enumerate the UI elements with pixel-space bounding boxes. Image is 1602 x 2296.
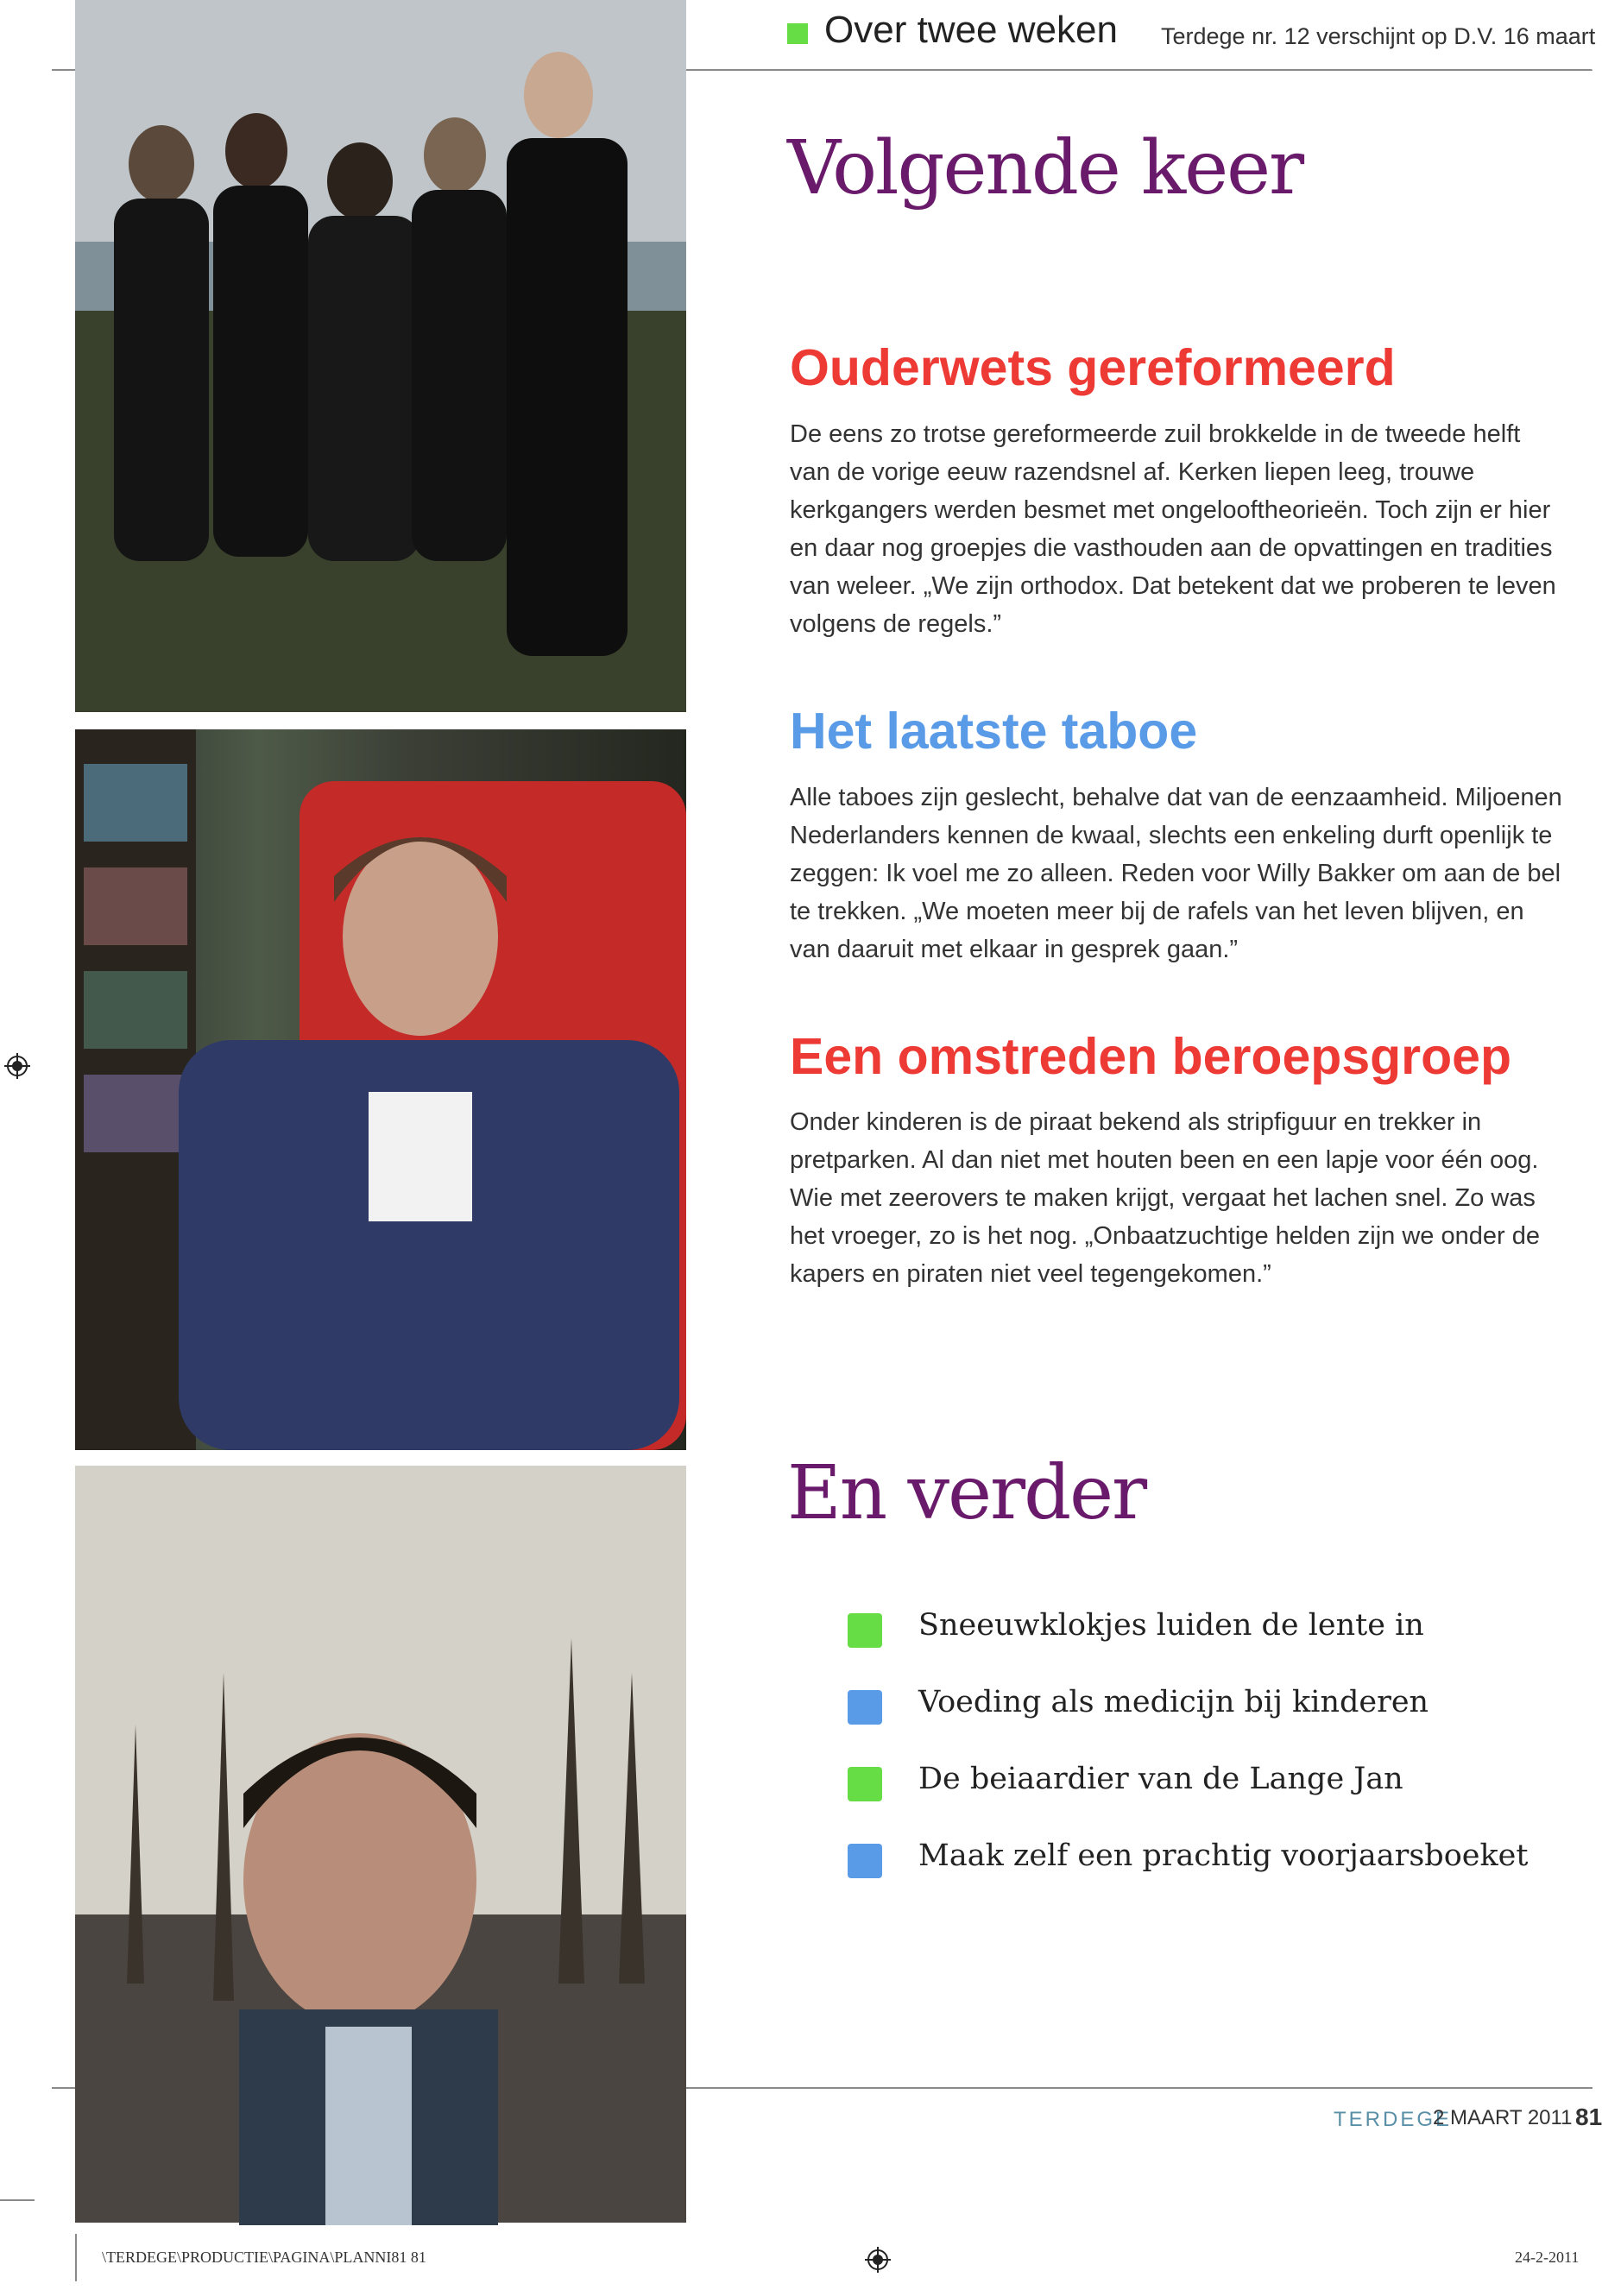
crop-rule-left-low (0, 2199, 35, 2201)
list-item-label: Sneeuwklokjes luiden de lente in (918, 1608, 1424, 1643)
header-rule-curve (1567, 69, 1593, 71)
footer-page-number: 81 (1575, 2104, 1602, 2130)
list-item-label: Maak zelf een prachtig voorjaarsboeket (918, 1839, 1529, 1873)
article-title-taboe: Het laatste taboe (790, 703, 1198, 760)
crop-rule-vertical-left (75, 2234, 77, 2281)
header-rule (686, 69, 1575, 71)
bullet-square-icon (848, 1844, 882, 1878)
crop-rule-bottom-left (52, 2087, 75, 2089)
article-body-taboe: Alle taboes zijn geslecht, behalve dat van de eenzaamheid. Miljoenen Nederlanders kennen de kwaal, slechts een enkeling durft openlijk te zeggen: Ik voel me zo alleen. Reden voor Willy Bakker om aan de bel te trekken. „We moeten meer bij de rafels van het leven blijven, en van daaruit met elkaar in gesprek gaan.” (790, 784, 1562, 963)
header-square-icon (787, 23, 808, 44)
footer-date: 2 MAART 2011 (1433, 2106, 1573, 2129)
photo-man-ship-painting (75, 1466, 686, 2223)
section-title-en-verder: En verder (787, 1450, 1146, 1536)
list-item-label: Voeding als medicijn bij kinderen (918, 1685, 1429, 1719)
footer-rule (686, 2087, 1593, 2089)
list-item-label: De beiaardier van de Lange Jan (918, 1762, 1403, 1796)
registration-mark-icon (4, 1053, 30, 1079)
header-note: Terdege nr. 12 verschijnt op D.V. 16 maart (1161, 23, 1596, 49)
article-title-beroepsgroep: Een omstreden beroepsgroep (790, 1028, 1512, 1085)
bullet-square-icon (848, 1613, 882, 1648)
crop-rule-top-left (52, 69, 75, 71)
photo-woman-red-chair (75, 729, 686, 1450)
photo-family-group (75, 0, 686, 712)
article-title-ouderwets: Ouderwets gereformeerd (790, 339, 1396, 396)
bullet-square-icon (848, 1767, 882, 1801)
article-body-ouderwets: De eens zo trotse gereformeerde zuil brokkelde in de tweede helft van de vorige eeuw razendsnel af. Kerken liepen leeg, trouwe kerkgangers werden besmet met ongelooftheorieën. Toch zijn er hier en daar nog groepjes die vasthouden aan de opvattingen en tradities van weleer. „We zijn orthodox. Dat betekent dat we proberen te leven volgens de regels.” (790, 420, 1556, 638)
article-body-beroepsgroep: Onder kinderen is de piraat bekend als stripfiguur en trekker in pretparken. Al dan niet met houten been en een lapje voor één oog. Wie met zeerovers te maken krijgt, vergaat het lachen snel. Zo was het vroeger, zo is het nog. „Onbaatzuchtige helden zijn we onder de kapers en piraten niet veel tegengekomen.” (790, 1108, 1540, 1288)
registration-mark-icon (865, 2247, 891, 2273)
footer-brand: TERDEGE (1334, 2108, 1453, 2131)
bullet-square-icon (848, 1690, 882, 1725)
print-date: 24-2-2011 (1515, 2249, 1580, 2266)
section-title-volgende-keer: Volgende keer (787, 125, 1303, 211)
print-slug: \TERDEGE\PRODUCTIE\PAGINA\PLANNI81 81 (102, 2249, 426, 2266)
header-title: Over twee weken (824, 9, 1118, 51)
